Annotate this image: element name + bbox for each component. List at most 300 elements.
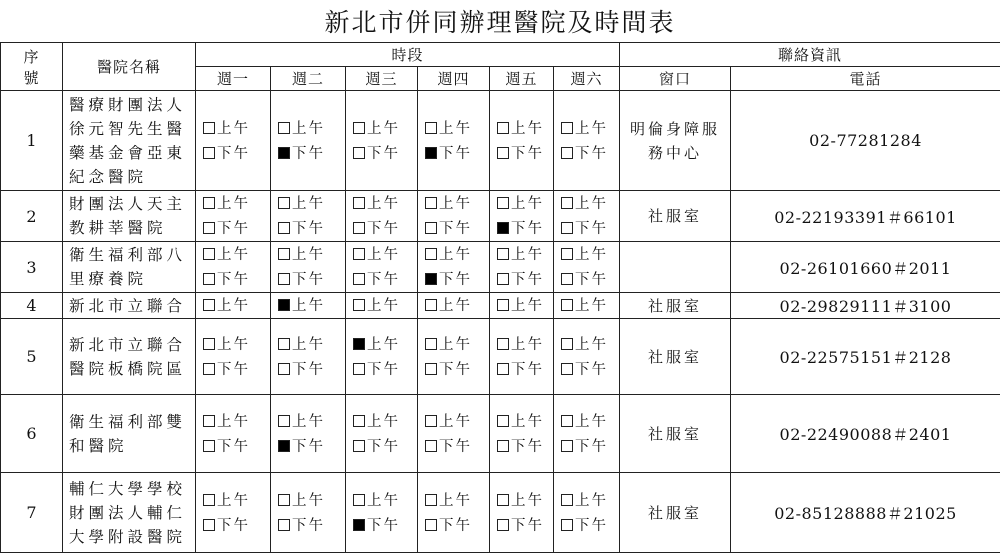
am-slot [561,191,619,216]
checked-checkbox[interactable] [278,299,290,311]
unchecked-checkbox[interactable] [353,415,365,427]
day-slot-cell [554,395,620,473]
slot-label: 上午 [439,298,472,314]
day-header-mon: 週一 [196,67,271,91]
unchecked-checkbox[interactable] [561,299,573,311]
table-row [1,473,1000,553]
checked-checkbox[interactable] [497,222,509,234]
pm-slot [561,357,619,382]
unchecked-checkbox[interactable] [278,248,290,260]
seq-header-line2: 號 [1,67,62,88]
day-slot-cell [346,293,418,319]
hospital-name-line: 醫院板橋院區 [69,357,191,381]
contact-window-line: 社服室 [620,501,730,525]
slot-label: 下午 [292,221,325,237]
am-slot [425,116,489,141]
unchecked-checkbox[interactable] [425,494,437,506]
contact-window-cell [620,395,731,473]
slot-label: 上午 [292,414,325,430]
slot-label: 下午 [292,362,325,378]
slot-label: 上午 [575,196,608,212]
slot-label: 下午 [511,272,544,288]
day-slot-cell [196,191,271,242]
hospital-name-cell [63,319,196,395]
hospital-name-header: 醫院名稱 [63,43,196,91]
contact-window-line: 社服室 [620,204,730,228]
day-slot-cell [346,191,418,242]
am-slot [353,116,417,141]
unchecked-checkbox[interactable] [497,248,509,260]
unchecked-checkbox[interactable] [353,494,365,506]
slot-label: 上午 [217,298,250,314]
hospital-name-cell [63,91,196,191]
unchecked-checkbox[interactable] [353,147,365,159]
slot-label: 上午 [292,298,325,314]
pm-slot [203,267,270,292]
day-header-fri: 週五 [490,67,554,91]
unchecked-checkbox[interactable] [203,248,215,260]
hospital-name-line: 財團法人輔仁 [69,501,191,525]
day-slot-cell [271,473,346,553]
unchecked-checkbox[interactable] [353,363,365,375]
unchecked-checkbox[interactable] [497,122,509,134]
pm-slot [561,141,619,166]
slot-label: 上午 [511,337,544,353]
table-row [1,91,1000,191]
day-slot-cell [418,473,490,553]
am-slot [497,488,553,513]
hospital-name-cell [63,293,196,319]
unchecked-checkbox[interactable] [278,338,290,350]
am-slot [353,488,417,513]
unchecked-checkbox[interactable] [203,338,215,350]
slot-label: 上午 [511,298,544,314]
am-slot [203,191,270,216]
unchecked-checkbox[interactable] [497,147,509,159]
hospital-name-line: 和醫院 [69,434,191,458]
slot-label: 下午 [217,362,250,378]
row-seq-number: 2 [1,191,63,242]
slot-label: 上午 [292,337,325,353]
checked-checkbox[interactable] [425,147,437,159]
am-slot [203,242,270,267]
unchecked-checkbox[interactable] [278,122,290,134]
checked-checkbox[interactable] [353,519,365,531]
day-slot-cell [554,319,620,395]
day-slot-cell [490,91,554,191]
unchecked-checkbox[interactable] [561,338,573,350]
unchecked-checkbox[interactable] [278,415,290,427]
pm-slot [278,216,345,241]
slot-label: 上午 [292,493,325,509]
slot-label: 上午 [439,247,472,263]
slot-label: 上午 [575,298,608,314]
contact-window-line: 社服室 [620,345,730,369]
day-slot-cell [490,191,554,242]
slot-label: 下午 [217,272,250,288]
unchecked-checkbox[interactable] [203,222,215,234]
pm-slot [353,434,417,459]
day-slot-cell [196,319,271,395]
hospital-name-line: 新北市立聯合 [69,294,191,318]
hospital-name-cell [63,242,196,293]
day-slot-cell [490,395,554,473]
unchecked-checkbox[interactable] [203,494,215,506]
pm-slot [561,434,619,459]
unchecked-checkbox[interactable] [425,519,437,531]
unchecked-checkbox[interactable] [203,363,215,375]
day-slot-cell [346,395,418,473]
day-slot-cell [554,191,620,242]
am-slot [561,293,619,318]
am-slot [278,242,345,267]
day-slot-cell [196,242,271,293]
pm-slot [278,357,345,382]
day-header-tue: 週二 [271,67,346,91]
am-slot [203,293,270,318]
am-slot [561,332,619,357]
am-slot [425,191,489,216]
slot-label: 上午 [439,414,472,430]
table-row [1,395,1000,473]
unchecked-checkbox[interactable] [561,122,573,134]
contact-window-line: 社服室 [620,294,730,318]
slot-label: 下午 [367,518,400,534]
day-slot-cell [490,242,554,293]
unchecked-checkbox[interactable] [561,440,573,452]
am-slot [278,191,345,216]
unchecked-checkbox[interactable] [353,197,365,209]
slot-label: 上午 [217,247,250,263]
unchecked-checkbox[interactable] [561,222,573,234]
unchecked-checkbox[interactable] [425,415,437,427]
am-slot [278,409,345,434]
slot-label: 下午 [439,146,472,162]
unchecked-checkbox[interactable] [497,299,509,311]
pm-slot [561,513,619,538]
unchecked-checkbox[interactable] [278,222,290,234]
pm-slot [353,141,417,166]
unchecked-checkbox[interactable] [203,197,215,209]
am-slot [203,332,270,357]
am-slot [561,116,619,141]
table-body [1,91,1000,553]
contact-window-cell [620,473,731,553]
unchecked-checkbox[interactable] [203,122,215,134]
day-slot-cell [418,242,490,293]
hospital-name-line: 藥基金會亞東 [69,141,191,165]
unchecked-checkbox[interactable] [203,415,215,427]
am-slot [425,488,489,513]
unchecked-checkbox[interactable] [561,273,573,285]
am-slot [561,488,619,513]
day-slot-cell [271,319,346,395]
slot-label: 下午 [292,518,325,534]
unchecked-checkbox[interactable] [497,519,509,531]
slot-label: 下午 [575,272,608,288]
unchecked-checkbox[interactable] [425,197,437,209]
unchecked-checkbox[interactable] [203,299,215,311]
slot-label: 上午 [217,196,250,212]
contact-window-cell [620,319,731,395]
phone-number: 02-77281284 [731,91,1000,191]
unchecked-checkbox[interactable] [497,338,509,350]
pm-slot [278,267,345,292]
checked-checkbox[interactable] [278,440,290,452]
unchecked-checkbox[interactable] [561,494,573,506]
unchecked-checkbox[interactable] [353,248,365,260]
day-header-sat: 週六 [554,67,620,91]
hospital-schedule-table [0,42,1000,553]
hospital-name-line: 里療養院 [69,267,191,291]
slot-label: 上午 [575,493,608,509]
contact-window-cell [620,191,731,242]
checked-checkbox[interactable] [425,273,437,285]
phone-number: 02-22575151＃2128 [731,319,1000,395]
pm-slot [278,141,345,166]
am-slot [497,242,553,267]
am-slot [353,191,417,216]
contact-window-line: 明倫身障服 [620,117,730,141]
row-seq-number: 3 [1,242,63,293]
slot-label: 上午 [367,414,400,430]
slot-label: 上午 [439,121,472,137]
am-slot [497,409,553,434]
slot-label: 上午 [367,247,400,263]
contact-window-cell [620,293,731,319]
unchecked-checkbox[interactable] [497,440,509,452]
pm-slot [425,513,489,538]
day-slot-cell [346,473,418,553]
window-header: 窗口 [620,67,731,91]
slot-label: 上午 [367,298,400,314]
day-header-thu: 週四 [418,67,490,91]
slot-label: 下午 [367,146,400,162]
slot-label: 下午 [511,221,544,237]
day-slot-cell [418,395,490,473]
unchecked-checkbox[interactable] [353,440,365,452]
unchecked-checkbox[interactable] [278,197,290,209]
unchecked-checkbox[interactable] [497,273,509,285]
slot-label: 上午 [217,121,250,137]
row-seq-number: 5 [1,319,63,395]
pm-slot [425,434,489,459]
checked-checkbox[interactable] [353,338,365,350]
pm-slot [425,141,489,166]
page-title: 新北市併同辦理醫院及時間表 [0,0,1000,42]
table-row [1,319,1000,395]
unchecked-checkbox[interactable] [353,273,365,285]
slot-label: 下午 [439,439,472,455]
unchecked-checkbox[interactable] [425,338,437,350]
day-slot-cell [271,91,346,191]
slot-label: 上午 [217,414,250,430]
slot-label: 上午 [511,196,544,212]
slot-label: 下午 [575,146,608,162]
day-slot-cell [346,242,418,293]
unchecked-checkbox[interactable] [203,273,215,285]
hospital-name-line: 輔仁大學學校 [69,477,191,501]
slot-label: 上午 [511,493,544,509]
slot-label: 下午 [511,146,544,162]
slot-label: 下午 [367,362,400,378]
slot-label: 上午 [575,337,608,353]
slot-label: 上午 [367,337,400,353]
slot-label: 上午 [367,196,400,212]
seq-header-line1: 序 [1,46,62,67]
slot-label: 上午 [217,337,250,353]
hospital-name-cell [63,395,196,473]
am-slot [425,332,489,357]
slot-label: 上午 [439,196,472,212]
pm-slot [353,357,417,382]
hospital-name-line: 衛生福利部雙 [69,410,191,434]
phone-number: 02-29829111＃3100 [731,293,1000,319]
day-slot-cell [418,91,490,191]
am-slot [278,293,345,318]
pm-slot [497,216,553,241]
unchecked-checkbox[interactable] [425,440,437,452]
slot-label: 下午 [575,221,608,237]
slot-label: 下午 [439,518,472,534]
phone-number: 02-22490088＃2401 [731,395,1000,473]
slot-label: 上午 [575,121,608,137]
phone-number: 02-85128888＃21025 [731,473,1000,553]
unchecked-checkbox[interactable] [425,222,437,234]
am-slot [203,409,270,434]
unchecked-checkbox[interactable] [353,122,365,134]
slot-label: 下午 [439,362,472,378]
day-slot-cell [490,473,554,553]
row-seq-number: 7 [1,473,63,553]
day-slot-cell [346,91,418,191]
slot-label: 下午 [511,439,544,455]
unchecked-checkbox[interactable] [278,494,290,506]
day-slot-cell [196,91,271,191]
unchecked-checkbox[interactable] [425,363,437,375]
pm-slot [425,267,489,292]
day-slot-cell [346,319,418,395]
unchecked-checkbox[interactable] [561,147,573,159]
phone-number: 02-22193391＃66101 [731,191,1000,242]
am-slot [497,191,553,216]
day-slot-cell [554,473,620,553]
pm-slot [497,434,553,459]
unchecked-checkbox[interactable] [425,122,437,134]
am-slot [203,116,270,141]
am-slot [561,242,619,267]
day-slot-cell [490,319,554,395]
unchecked-checkbox[interactable] [425,299,437,311]
slot-label: 上午 [292,247,325,263]
unchecked-checkbox[interactable] [278,519,290,531]
am-slot [203,488,270,513]
day-slot-cell [196,293,271,319]
day-slot-cell [554,293,620,319]
unchecked-checkbox[interactable] [353,299,365,311]
day-slot-cell [490,293,554,319]
phone-number: 02-26101660＃2011 [731,242,1000,293]
day-slot-cell [271,395,346,473]
am-slot [353,332,417,357]
slot-label: 上午 [575,414,608,430]
unchecked-checkbox[interactable] [425,248,437,260]
pm-slot [203,141,270,166]
contact-window-line: 務中心 [620,141,730,165]
slot-label: 下午 [367,439,400,455]
pm-slot [497,513,553,538]
unchecked-checkbox[interactable] [203,440,215,452]
day-slot-cell [271,242,346,293]
am-slot [353,242,417,267]
slot-label: 上午 [292,121,325,137]
unchecked-checkbox[interactable] [497,363,509,375]
slot-label: 下午 [217,146,250,162]
day-slot-cell [196,473,271,553]
hospital-name-line: 衛生福利部八 [69,243,191,267]
am-slot [425,293,489,318]
checked-checkbox[interactable] [278,147,290,159]
unchecked-checkbox[interactable] [497,197,509,209]
pm-slot [203,357,270,382]
hospital-name-cell [63,473,196,553]
unchecked-checkbox[interactable] [561,519,573,531]
day-slot-cell [418,293,490,319]
phone-header: 電話 [731,67,1000,91]
slot-label: 下午 [439,272,472,288]
unchecked-checkbox[interactable] [561,197,573,209]
pm-slot [278,513,345,538]
am-slot [497,332,553,357]
unchecked-checkbox[interactable] [497,494,509,506]
contact-header: 聯絡資訊 [620,43,1000,67]
slot-label: 下午 [575,362,608,378]
row-seq-number: 6 [1,395,63,473]
slot-label: 下午 [217,439,250,455]
pm-slot [353,267,417,292]
slot-label: 下午 [439,221,472,237]
hospital-name-line: 教耕莘醫院 [69,216,191,240]
slot-label: 上午 [511,247,544,263]
slot-label: 上午 [367,493,400,509]
unchecked-checkbox[interactable] [561,248,573,260]
hospital-name-line: 紀念醫院 [69,165,191,189]
table-row [1,191,1000,242]
unchecked-checkbox[interactable] [203,519,215,531]
slot-label: 上午 [439,337,472,353]
pm-slot [561,267,619,292]
am-slot [278,488,345,513]
slot-label: 下午 [292,272,325,288]
unchecked-checkbox[interactable] [561,363,573,375]
pm-slot [497,267,553,292]
unchecked-checkbox[interactable] [497,415,509,427]
day-slot-cell [418,319,490,395]
slot-label: 上午 [292,196,325,212]
slot-label: 上午 [217,493,250,509]
unchecked-checkbox[interactable] [278,273,290,285]
unchecked-checkbox[interactable] [278,363,290,375]
pm-slot [497,357,553,382]
am-slot [278,116,345,141]
table-row [1,242,1000,293]
am-slot [278,332,345,357]
unchecked-checkbox[interactable] [203,147,215,159]
unchecked-checkbox[interactable] [561,415,573,427]
day-slot-cell [554,242,620,293]
hospital-name-line: 醫療財團法人 [69,93,191,117]
unchecked-checkbox[interactable] [353,222,365,234]
